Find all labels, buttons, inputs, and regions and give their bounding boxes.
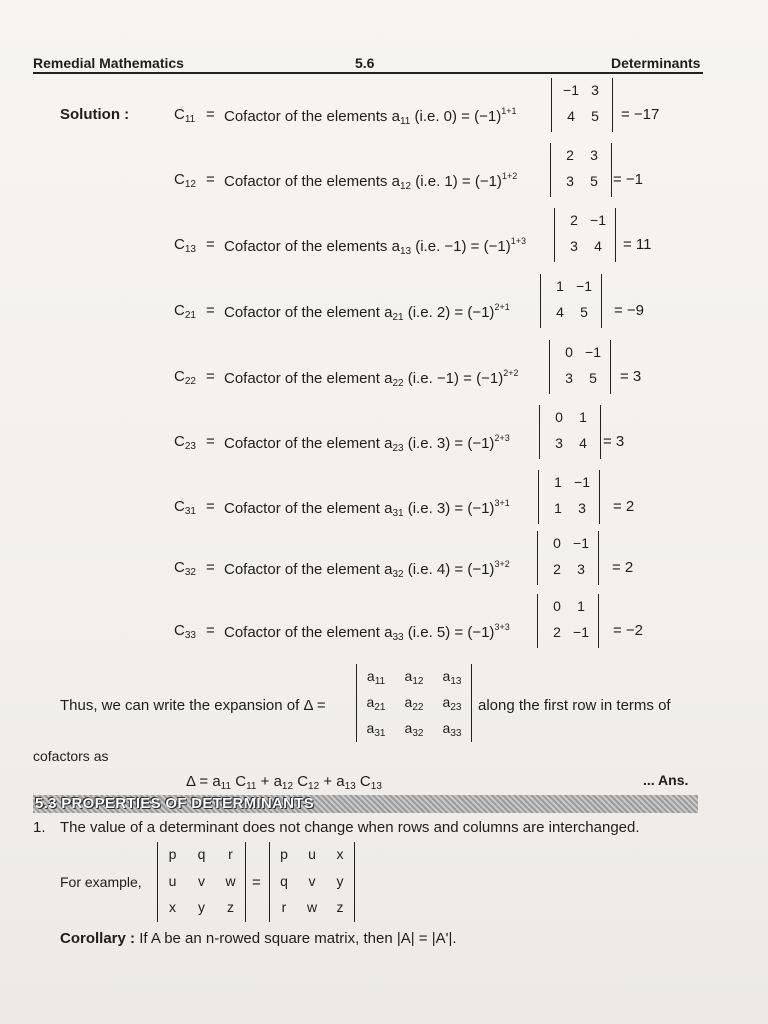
entry-subscript: 33 <box>450 728 462 739</box>
header-rule <box>33 72 703 74</box>
expansion-suffix: along the first row in terms of <box>478 697 671 714</box>
cofactor-name: $C_{21}$ <box>174 302 196 321</box>
minor-determinant <box>537 531 599 585</box>
original-determinant <box>157 842 246 922</box>
cofactor-name: $C_{11}$ <box>174 106 196 125</box>
example-label: For example, <box>60 874 142 890</box>
cofactor-definition: Cofactor of the elements $a_{11}$ (i.e. $0) = (-1)^{1+1}$ <box>224 106 517 127</box>
cofactor-value: = 2 <box>613 498 635 515</box>
coefficient-determinant <box>356 664 472 742</box>
determinant-entry: p <box>168 846 177 862</box>
minor-entry: 1 <box>556 278 564 294</box>
equals-sign: = <box>206 171 215 188</box>
determinant-entry: r <box>228 846 233 862</box>
running-header-chapter: Determinants <box>611 55 701 71</box>
element-subscript: 31 <box>392 508 404 519</box>
cofactor-subscript: 13 <box>184 244 196 255</box>
determinant-entry: p <box>280 846 288 862</box>
minor-entry: −1 <box>573 624 589 640</box>
solution-label: Solution : <box>60 106 130 123</box>
minor-entry: 5 <box>591 108 599 124</box>
formula-subscript: 12 <box>281 781 294 792</box>
cofactor-value: = −2 <box>613 622 644 639</box>
minor-entry: 1 <box>554 474 562 490</box>
entry-subscript: 21 <box>374 702 386 713</box>
section-heading: 5.3 PROPERTIES OF DETERMINANTS <box>35 795 315 812</box>
minor-entry: 0 <box>555 409 563 425</box>
minor-entry: 1 <box>554 500 562 516</box>
property-statement: The value of a determinant does not change when rows and columns are interchanged. <box>60 819 640 836</box>
determinant-entry: $a_{23}$ <box>442 694 462 713</box>
minor-entry: −1 <box>574 474 590 490</box>
cofactor-subscript: 33 <box>184 630 196 641</box>
determinant-entry: q <box>280 872 288 889</box>
minor-entry: 3 <box>577 561 585 577</box>
entry-subscript: 13 <box>450 676 462 687</box>
sign-exponent: 2+1 <box>494 302 510 312</box>
minor-entry: 4 <box>579 435 587 451</box>
minor-entry: 0 <box>553 535 561 551</box>
cofactor-name: $C_{22}$ <box>174 368 196 387</box>
sign-exponent: 2+3 <box>494 433 510 443</box>
determinant-entry: $a_{31}$ <box>366 720 386 739</box>
element-subscript: 13 <box>399 246 412 257</box>
determinant-entry: $a_{12}$ <box>404 668 424 687</box>
cofactor-row <box>0 529 768 589</box>
sign-exponent: 3+1 <box>494 498 510 508</box>
cofactor-name: $C_{13}$ <box>174 236 196 255</box>
minor-entry: 3 <box>591 82 599 98</box>
cofactor-row <box>0 403 768 463</box>
cofactor-definition: Cofactor of the element $a_{23}$ (i.e. $3) = (-1)^{2+3}$ <box>224 433 510 454</box>
cofactor-subscript: 31 <box>184 506 196 517</box>
cofactor-value: = 2 <box>612 559 634 576</box>
element-subscript: 23 <box>392 443 404 454</box>
determinant-entry: u <box>308 846 316 862</box>
minor-determinant <box>539 405 601 459</box>
cofactor-definition: Cofactor of the elements $a_{13}$ (i.e. $-1) = (-1)^{1+3}$ <box>224 236 526 257</box>
element-subscript: 22 <box>392 378 404 389</box>
minor-determinant <box>554 208 616 262</box>
expansion-prefix: Thus, we can write the expansion of Δ = <box>60 697 326 714</box>
equals-sign: = <box>206 433 215 450</box>
element-subscript: 12 <box>399 181 412 192</box>
determinant-entry: y <box>336 872 344 889</box>
determinant-entry: w <box>306 899 318 916</box>
minor-entry: 3 <box>566 173 574 189</box>
cofactor-row <box>0 468 768 528</box>
sign-exponent: 3+3 <box>494 622 510 632</box>
sign-exponent: 2+2 <box>503 368 519 378</box>
equals-sign: = <box>206 559 215 576</box>
answer-marker: ... Ans. <box>643 772 689 788</box>
minor-entry: −1 <box>563 82 579 98</box>
minor-entry: 2 <box>553 624 561 640</box>
sign-exponent: 3+2 <box>494 559 510 569</box>
equals-sign: = <box>206 236 215 253</box>
minor-entry: 3 <box>555 435 563 451</box>
element-subscript: 11 <box>399 116 411 127</box>
equals-sign: = <box>252 874 261 891</box>
minor-entry: 4 <box>594 238 602 254</box>
formula-subscript: 11 <box>246 781 257 792</box>
entry-subscript: 11 <box>374 676 386 687</box>
sign-exponent: 1+1 <box>501 106 517 116</box>
equals-sign: = <box>206 622 215 639</box>
minor-determinant <box>550 143 612 197</box>
minor-entry: 3 <box>578 500 586 516</box>
determinant-entry: r <box>281 899 287 916</box>
determinant-entry: q <box>197 846 206 862</box>
cofactor-name: $C_{12}$ <box>174 171 196 190</box>
minor-entry: −1 <box>576 278 592 294</box>
equals-sign: = <box>206 106 215 123</box>
minor-determinant <box>540 274 602 328</box>
transposed-determinant <box>269 842 355 922</box>
determinant-entry: $a_{13}$ <box>442 668 462 687</box>
cofactor-subscript: 22 <box>184 376 196 387</box>
determinant-entry: $a_{22}$ <box>404 694 424 713</box>
cofactor-definition: Cofactor of the element $a_{31}$ (i.e. $3) = (-1)^{3+1}$ <box>224 498 510 519</box>
minor-entry: 1 <box>579 409 587 425</box>
minor-entry: −1 <box>590 212 606 228</box>
cofactor-definition: Cofactor of the element $a_{33}$ (i.e. $5) = (-1)^{3+3}$ <box>224 622 510 643</box>
element-subscript: 21 <box>392 312 404 323</box>
minor-entry: 3 <box>565 370 573 386</box>
element-subscript: 33 <box>392 632 404 643</box>
determinant-entry: u <box>168 872 177 889</box>
equals-sign: = <box>206 302 215 319</box>
formula-subscript: 13 <box>370 781 382 792</box>
minor-entry: 1 <box>577 598 585 614</box>
entry-subscript: 22 <box>412 702 424 713</box>
minor-entry: 0 <box>553 598 561 614</box>
minor-entry: 4 <box>556 304 564 320</box>
minor-entry: 4 <box>567 108 575 124</box>
determinant-entry: y <box>198 899 205 916</box>
cofactor-value: = 3 <box>603 433 625 450</box>
cofactor-definition: Cofactor of the element $a_{22}$ (i.e. $-1) = (-1)^{2+2}$ <box>224 368 519 389</box>
determinant-entry: v <box>308 872 316 889</box>
cofactor-row <box>0 338 768 398</box>
cofactor-value: = 11 <box>623 236 652 253</box>
cofactor-value: = −17 <box>621 106 660 123</box>
section-heading-band <box>33 795 698 813</box>
minor-entry: 2 <box>570 212 578 228</box>
equals-sign: = <box>206 368 215 385</box>
cofactor-row <box>0 206 768 266</box>
cofactor-subscript: 21 <box>184 310 196 321</box>
minor-entry: 3 <box>570 238 578 254</box>
cofactor-value: = −9 <box>614 302 645 319</box>
formula-subscript: 12 <box>308 781 320 792</box>
running-header-book-title: Remedial Mathematics <box>33 55 184 71</box>
cofactor-name: $C_{33}$ <box>174 622 196 641</box>
minor-determinant <box>551 78 613 132</box>
minor-determinant <box>549 340 611 394</box>
minor-entry: 2 <box>566 147 574 163</box>
cofactor-name: $C_{32}$ <box>174 559 196 578</box>
entry-subscript: 12 <box>412 676 424 687</box>
minor-entry: 5 <box>589 370 597 386</box>
cofactor-subscript: 32 <box>184 567 196 578</box>
minor-entry: 3 <box>590 147 598 163</box>
determinant-entry: $a_{21}$ <box>366 694 386 713</box>
cofactor-name: $C_{23}$ <box>174 433 196 452</box>
cofactor-definition: Cofactor of the element $a_{32}$ (i.e. $4) = (-1)^{3+2}$ <box>224 559 510 580</box>
determinant-entry: $a_{32}$ <box>404 720 424 739</box>
entry-subscript: 32 <box>412 728 424 739</box>
corollary <box>60 930 457 947</box>
determinant-entry: x <box>336 846 344 862</box>
determinant-entry: v <box>198 872 205 889</box>
entry-subscript: 31 <box>374 728 386 739</box>
corollary-label: Corollary : <box>60 930 136 947</box>
minor-entry: 5 <box>590 173 598 189</box>
cofactor-row <box>0 141 768 201</box>
cofactor-definition: Cofactor of the element $a_{21}$ (i.e. $2) = (-1)^{2+1}$ <box>224 302 510 323</box>
cofactor-subscript: 12 <box>184 179 196 190</box>
minor-entry: −1 <box>585 344 601 360</box>
minor-entry: −1 <box>573 535 589 551</box>
cofactor-value: = 3 <box>620 368 642 385</box>
determinant-entry: z <box>227 899 234 916</box>
determinant-entry: $a_{11}$ <box>366 668 386 687</box>
cofactor-name: $C_{31}$ <box>174 498 196 517</box>
cofactor-value: = −1 <box>613 171 644 188</box>
minor-entry: 5 <box>580 304 588 320</box>
entry-subscript: 23 <box>450 702 462 713</box>
expansion-formula: $\Delta = a_{11}$ $C_{11} + a_{12}$ $C_{12} + a_{13}$ $C_{13}$ <box>186 773 382 792</box>
element-subscript: 32 <box>392 569 404 580</box>
cofactor-subscript: 23 <box>184 441 196 452</box>
determinant-entry: z <box>336 899 344 916</box>
cofactor-row <box>0 76 768 136</box>
determinant-entry: x <box>169 899 176 916</box>
minor-determinant <box>537 594 599 648</box>
formula-subscript: 13 <box>344 781 356 792</box>
sign-exponent: 1+3 <box>510 236 526 246</box>
cofactor-subscript: 11 <box>184 114 196 125</box>
corollary-text: If A be an n-rowed square matrix, then |A| = |A'|. <box>139 930 457 947</box>
formula-subscript: 11 <box>220 781 232 792</box>
equals-sign: = <box>206 498 215 515</box>
property-number: 1. <box>33 819 46 836</box>
expansion-continuation: cofactors as <box>33 748 109 764</box>
cofactor-definition: Cofactor of the elements $a_{12}$ (i.e. $1) = (-1)^{1+2}$ <box>224 171 518 192</box>
determinant-entry: $a_{33}$ <box>442 720 462 739</box>
minor-entry: 2 <box>553 561 561 577</box>
minor-determinant <box>538 470 600 524</box>
sign-exponent: 1+2 <box>501 171 518 181</box>
page-number: 5.6 <box>355 55 375 71</box>
cofactor-row <box>0 592 768 652</box>
minor-entry: 0 <box>565 344 573 360</box>
determinant-entry: w <box>225 872 236 889</box>
cofactor-row <box>0 272 768 332</box>
